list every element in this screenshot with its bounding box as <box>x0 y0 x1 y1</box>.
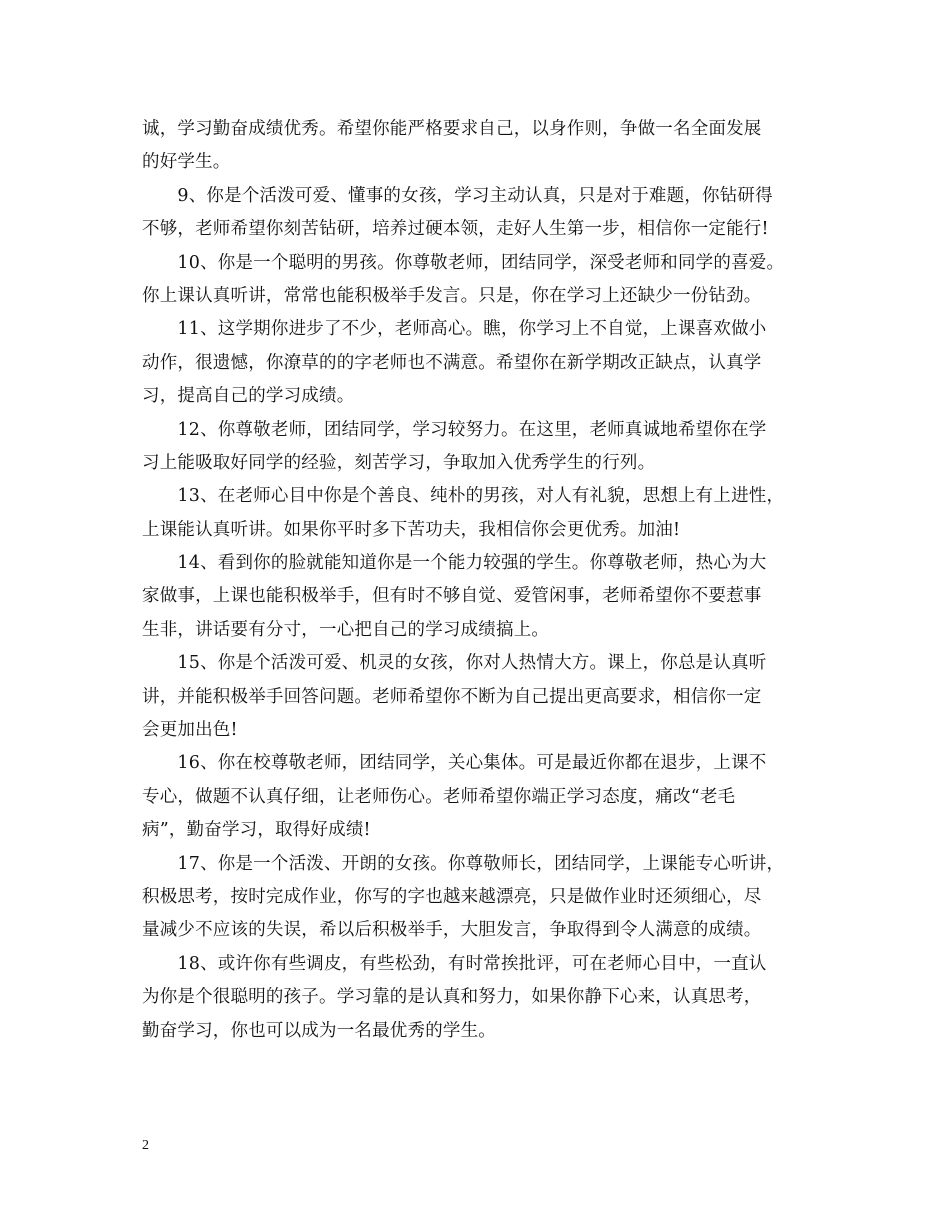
text-line: 12、你尊敬老师，团结同学，学习较努力。在这里，老师真诚地希望你在学 <box>142 419 767 440</box>
text-line: 16、你在校尊敬老师，团结同学，关心集体。可是最近你都在退步，上课不 <box>142 753 767 774</box>
text-line: 讲，并能积极举手回答问题。老师希望你不断为自己提出更高要求，相信你一定 <box>142 686 762 707</box>
text-line: 量减少不应该的失误，希以后积极举手，大胆发言，争取得到令人满意的成绩。 <box>142 920 762 941</box>
text-line: 勤奋学习，你也可以成为一名最优秀的学生。 <box>142 1020 496 1041</box>
text-line: 9、你是个活泼可爱、懂事的女孩，学习主动认真，只是对于难题，你钻研得 <box>142 185 773 206</box>
text-line: 上课能认真听讲。如果你平时多下苦功夫，我相信你会更优秀。加油! <box>142 519 681 540</box>
text-line: 会更加出色! <box>142 720 238 741</box>
text-line: 诚，学习勤奋成绩优秀。希望你能严格要求自己，以身作则，争做一名全面发展 <box>142 119 762 139</box>
text-line: 的好学生。 <box>142 152 231 173</box>
text-line: 17、你是一个活泼、开朗的女孩。你尊敬师长，团结同学，上课能专心听讲， <box>142 853 785 874</box>
text-line: 13、在老师心目中你是个善良、纯朴的男孩，对人有礼貌，思想上有上进性， <box>142 486 785 507</box>
text-line: 15、你是个活泼可爱、机灵的女孩，你对人热情大方。课上，你总是认真听 <box>142 653 767 674</box>
text-line: 为你是个很聪明的孩子。学习靠的是认真和努力，如果你静下心来，认真思考， <box>142 987 762 1008</box>
text-line: 家做事，上课也能积极举手，但有时不够自觉、爱管闲事，老师希望你不要惹事 <box>142 586 762 607</box>
body-text <box>142 113 822 1048</box>
page-number: 2 <box>142 1138 149 1153</box>
text-line: 专心，做题不认真仔细，让老师伤心。老师希望你端正学习态度，痛改“老毛 <box>142 786 736 807</box>
text-line: 积极思考，按时完成作业，你写的字也越来越漂亮，只是做作业时还须细心，尽 <box>142 886 762 907</box>
text-line: 生非，讲话要有分寸，一心把自己的学习成绩搞上。 <box>142 619 550 640</box>
text-line: 10、你是一个聪明的男孩。你尊敬老师，团结同学，深受老师和同学的喜爱。 <box>142 252 785 273</box>
text-line: 11、这学期你进步了不少，老师高心。瞧，你学习上不自觉，上课喜欢做小 <box>142 319 767 340</box>
text-line: 14、看到你的脸就能知道你是一个能力较强的学生。你尊敬老师，热心为大 <box>142 553 767 574</box>
text-line: 习，提高自己的学习成绩。 <box>142 386 355 407</box>
text-line: 你上课认真听讲，常常也能积极举手发言。只是，你在学习上还缺少一份钻劲。 <box>142 285 762 306</box>
text-line: 病”，勤奋学习，取得好成绩! <box>142 820 371 841</box>
text-line: 18、或许你有些调皮，有些松劲，有时常挨批评，可在老师心目中，一直认 <box>142 953 767 974</box>
text-line: 不够，老师希望你刻苦钻研，培养过硬本领，走好人生第一步，相信你一定能行! <box>142 219 769 240</box>
text-line: 动作，很遗憾，你潦草的的字老师也不满意。希望你在新学期改正缺点，认真学 <box>142 352 762 373</box>
text-line: 习上能吸取好同学的经验，刻苦学习，争取加入优秀学生的行列。 <box>142 452 656 473</box>
